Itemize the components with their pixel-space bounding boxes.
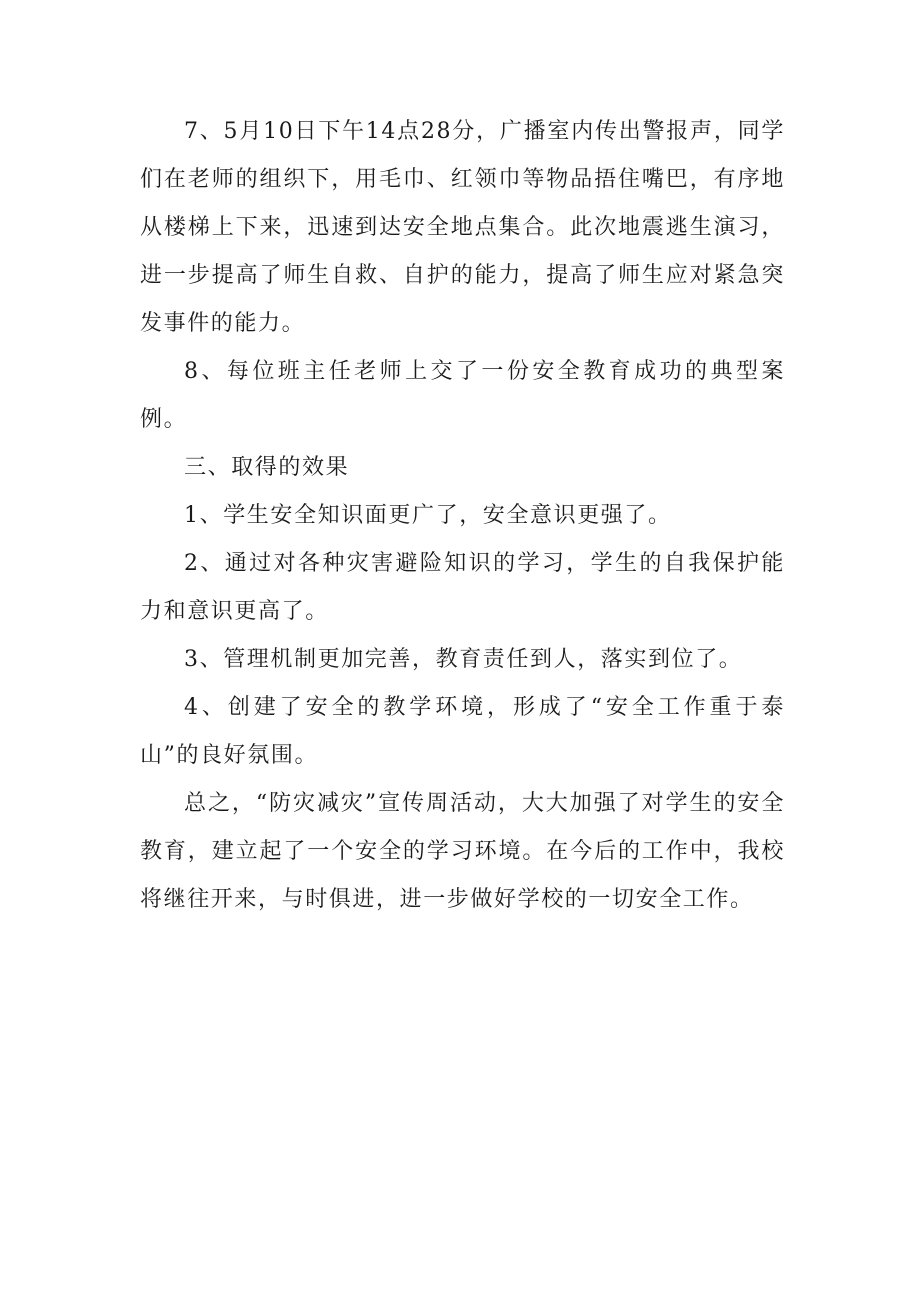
document-body bbox=[140, 108, 785, 924]
paragraph-result-item-4: 4、创建了安全的教学环境，形成了“安全工作重于泰山”的良好氛围。 bbox=[140, 695, 785, 768]
paragraph-case-item-8: 8、每位班主任老师上交了一份安全教育成功的典型案例。 bbox=[140, 359, 785, 432]
paragraph-result-item-2: 2、通过对各种灾害避险知识的学习，学生的自我保护能力和意识更高了。 bbox=[140, 551, 785, 624]
section-heading-results: 三、取得的效果 bbox=[184, 455, 350, 480]
paragraph-result-item-1: 1、学生安全知识面更广了，安全意识更强了。 bbox=[184, 503, 672, 528]
paragraph-result-item-3: 3、管理机制更加完善，教育责任到人，落实到位了。 bbox=[184, 647, 743, 672]
paragraph-drill-item-7: 7、5月10日下午14点28分，广播室内传出警报声，同学们在老师的组织下，用毛巾、红领巾等物品捂住嘴巴，有序地从楼梯上下来，迅速到达安全地点集合。此次地震逃生演习，进一步提高了师生自救、自护的能力，提高了师生应对紧急突发事件的能力。 bbox=[140, 119, 785, 336]
paragraph-conclusion: 总之，“防灾减灾”宣传周活动，大大加强了对学生的安全教育，建立起了一个安全的学习环境。在今后的工作中，我校将继往开来，与时俱进，进一步做好学校的一切安全工作。 bbox=[140, 791, 785, 912]
